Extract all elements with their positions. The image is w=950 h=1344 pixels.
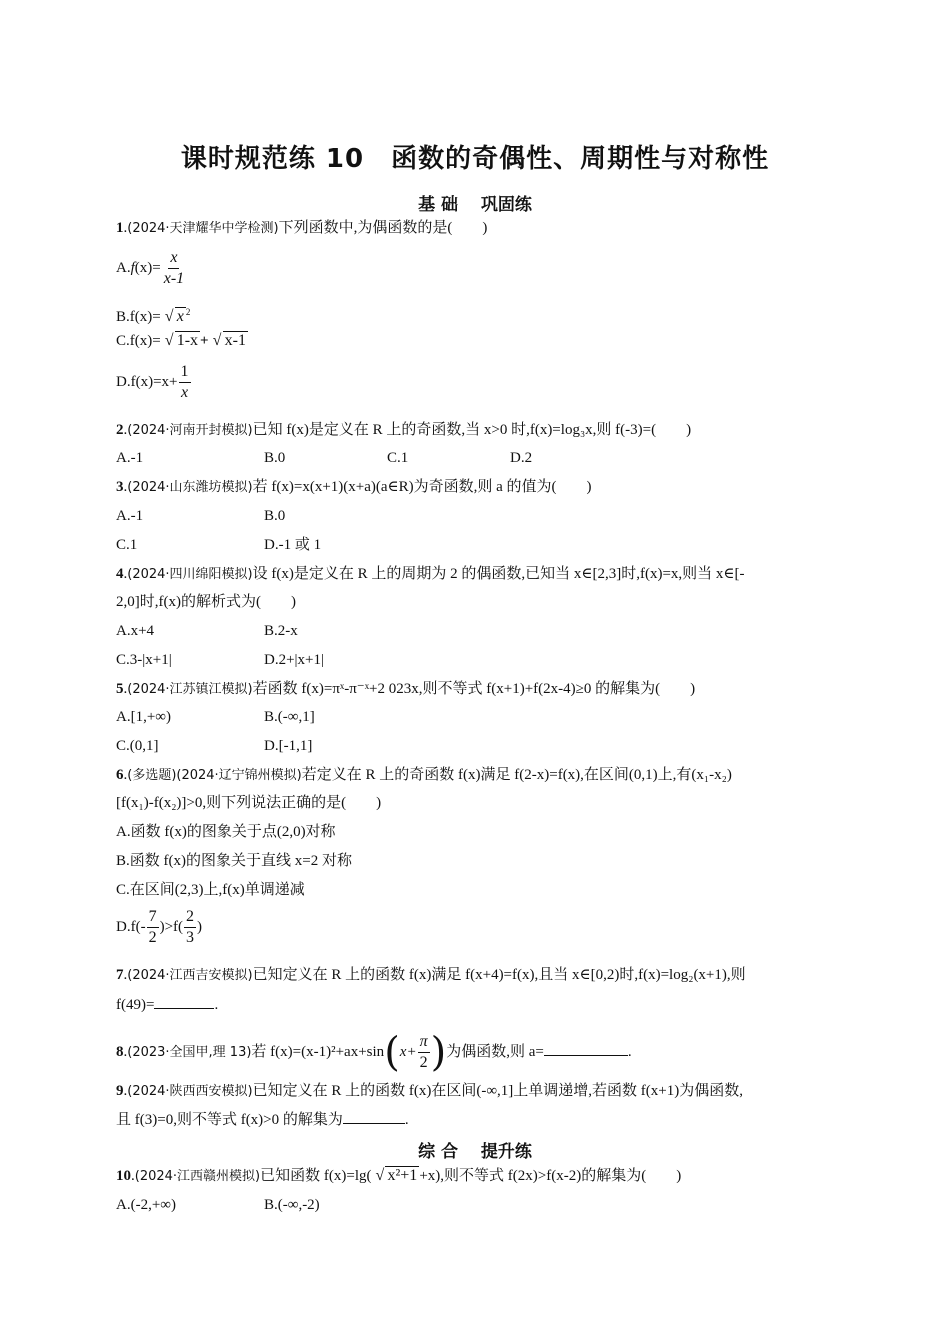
q4-stem-line1: 4.(2024·四川绵阳模拟)设 f(x)是定义在 R 上的周期为 2 的偶函数,已知当 x∈[2,3]时,f(x)=x,则当 x∈[- [116,566,745,582]
fraction: $\frac{2}{3}$ [186,908,195,946]
q6-option-c: C.在区间(2,3)上,f(x)单调递减 [116,882,305,898]
fraction: $\frac{1}{x}$ [180,363,189,401]
answer-blank [154,994,214,1009]
q1-option-d: D.f(x)=x+ $\frac{1}{x}$ [116,363,189,401]
q1-stem: 1.(2024·天津耀华中学检测)下列函数中,为偶函数的是( ) [116,220,488,236]
fraction: $\frac{7}{2}$ [148,908,157,946]
q3-option-c: C.1 [116,537,138,553]
q10-stem: 10.(2024·江西赣州模拟)已知函数 f(x)=lg( √ x²+1 +x),则不等式 f(2x)>f(x-2)的解集为( ) [116,1167,682,1184]
q7-stem-line2: f(49)= . [116,994,218,1015]
q5-option-b: B.(-∞,1] [264,709,315,725]
q4-option-d: D.2+|x+1| [264,652,325,668]
q6-option-d: D.f(- $\frac{7}{2}$ )>f( $\frac{2}{3}$ ) [116,908,203,946]
q4-option-a: A.x+4 [116,623,155,639]
q1-option-a: A.f(x)= $\frac{x}{x-1}$ [116,249,185,287]
q9-stem-line1: 9.(2024·陕西西安模拟)已知定义在 R 上的函数 f(x)在区间(-∞,1]上单调递增,若函数 f(x+1)为偶函数, [116,1083,743,1099]
q3-option-a: A.-1 [116,508,144,524]
q4-stem-line2: 2,0]时,f(x)的解析式为( ) [116,594,296,610]
q6-option-a: A.函数 f(x)的图象关于点(2,0)对称 [116,824,336,840]
q3-option-d: D.-1 或 1 [264,537,322,553]
q9-stem-line2: 且 f(3)=0,则不等式 f(x)>0 的解集为 . [116,1109,409,1130]
q2-option-d: D.2 [510,450,533,466]
fraction: $\frac{\pi}{2}$ [419,1033,428,1071]
q1-option-c: C.f(x)= √ 1-x + √ x-1 [116,332,246,349]
radical: √ x²+1 [375,1167,418,1184]
q6-stem-line1: 6.(多选题)(2024·辽宁锦州模拟)若定义在 R 上的奇函数 f(x)满足 f(2-x)=f(x),在区间(0,1)上,有(x₁-x₂) [116,767,732,783]
q5-option-a: A.[1,+∞) [116,709,171,725]
q5-option-c: C.(0,1] [116,738,159,754]
fraction: $\frac{x}{x-1}$ [163,249,185,287]
q6-stem-line2: [f(x₁)-f(x₂)]>0,则下列说法正确的是( ) [116,795,382,811]
page-title: 课时规范练 10 函数的奇偶性、周期性与对称性 [180,144,770,174]
q5-stem: 5.(2024·江苏镇江模拟)若函数 f(x)=πˣ-π⁻ˣ+2 023x,则不等式 f(x+1)+f(2x-4)≥0 的解集为( ) [116,681,696,697]
q3-option-b: B.0 [264,508,286,524]
q6-option-b: B.函数 f(x)的图象关于直线 x=2 对称 [116,853,352,869]
answer-blank [343,1109,405,1124]
q4-option-b: B.2-x [264,623,298,639]
radical: √ 1-x [164,332,199,349]
radical: √ x-1 [212,332,246,349]
q2-option-b: B.0 [264,450,286,466]
radical: √ x [164,308,184,325]
q2-option-c: C.1 [387,450,409,466]
q2-option-a: A.-1 [116,450,144,466]
q5-option-d: D.[-1,1] [264,738,313,754]
q10-option-a: A.(-2,+∞) [116,1197,176,1213]
q1-option-b: B.f(x)= √ x $^2$ [116,307,191,325]
q4-option-c: C.3-|x+1| [116,652,172,668]
q7-stem-line1: 7.(2024·江西吉安模拟)已知定义在 R 上的函数 f(x)满足 f(x+4)=f(x),且当 x∈[0,2)时,f(x)=log₂(x+1),则 [116,967,746,983]
q10-option-b: B.(-∞,-2) [264,1197,320,1213]
section-basic: 基 础 巩固练 [418,195,532,215]
section-advanced: 综 合 提升练 [418,1142,532,1162]
q3-stem: 3.(2024·山东潍坊模拟)若 f(x)=x(x+1)(x+a)(a∈R)为奇函数,则 a 的值为( ) [116,479,592,495]
answer-blank [544,1041,628,1056]
q2-stem: 2.(2024·河南开封模拟)已知 f(x)是定义在 R 上的奇函数,当 x>0 时,f(x)=log₃x,则 f(-3)=( ) [116,422,692,438]
q8-stem: 8.(2023·全国甲,理 13)若 f(x)=(x-1)²+ax+sin(x+ $\frac{\pi}{2}$ )为偶函数,则 a= . [116,1029,632,1076]
